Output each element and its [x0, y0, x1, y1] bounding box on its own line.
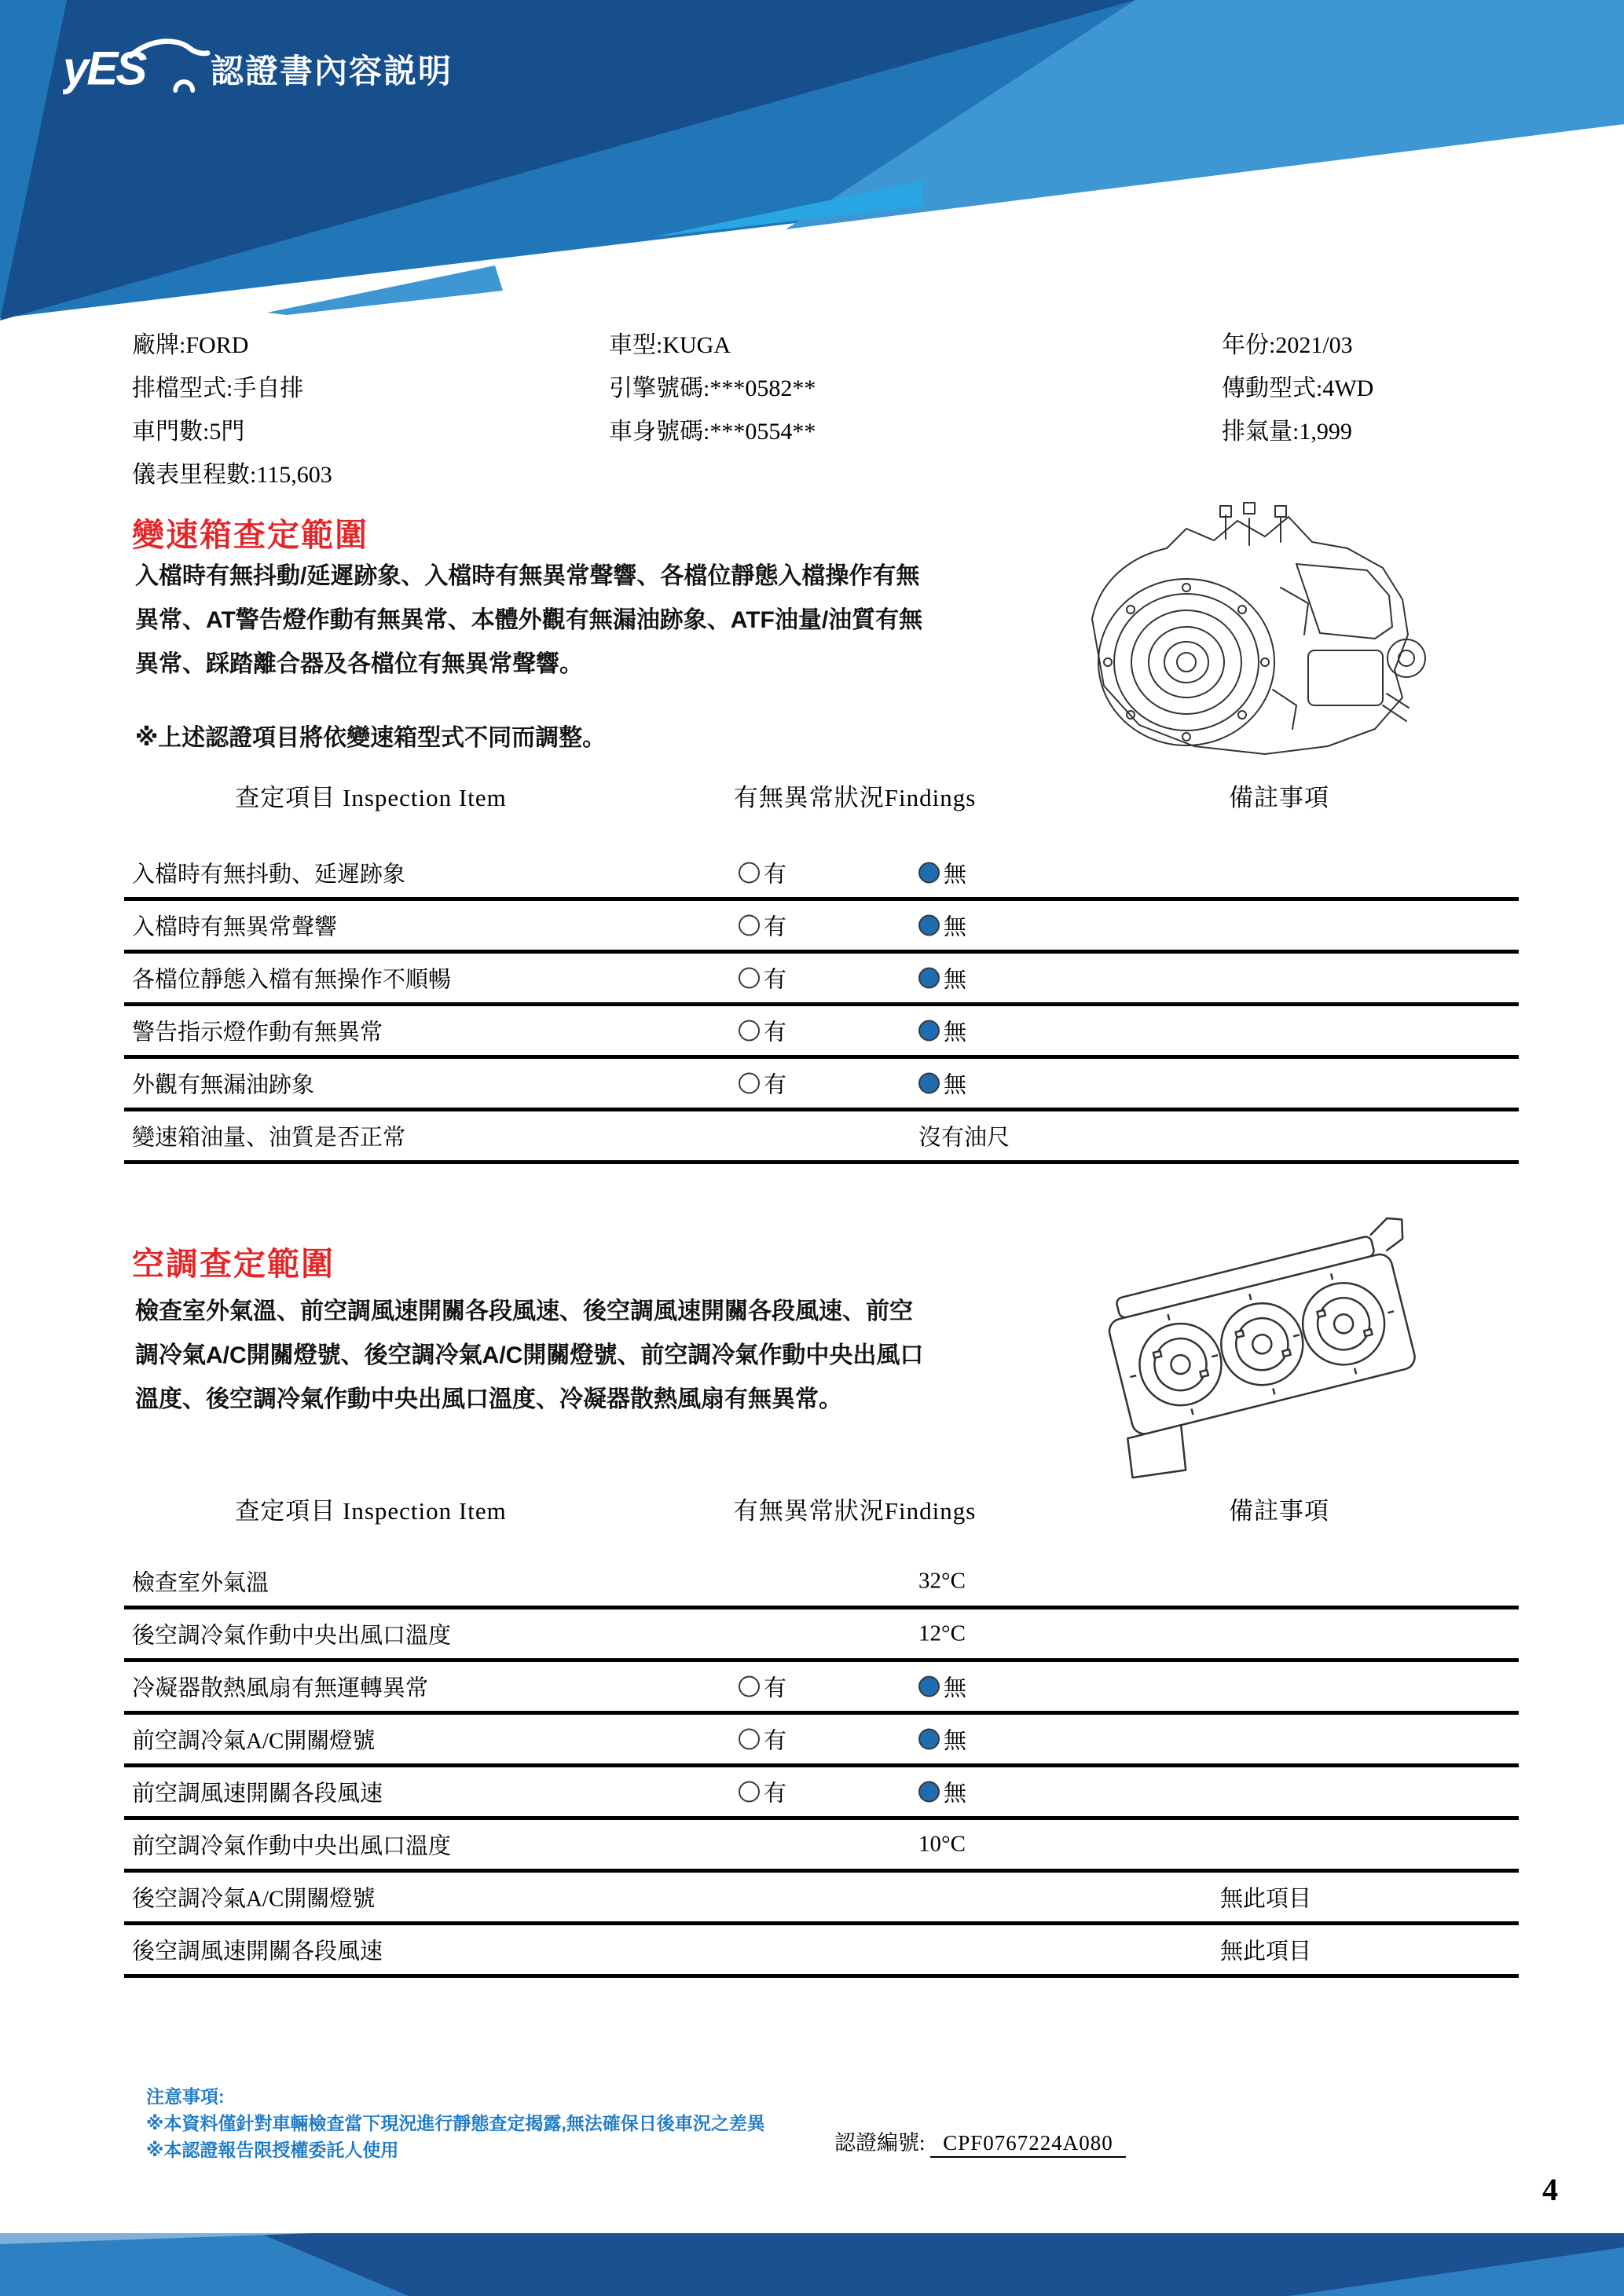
radio-no-label: 無: [944, 967, 967, 993]
column-header-item: 查定項目 Inspection Item: [235, 1497, 507, 1525]
radio-no-label: 無: [944, 1072, 967, 1098]
vehicle-gearbox-field: 排檔型式:手自排: [132, 375, 304, 401]
transmission-table: [124, 848, 1519, 1164]
finding-option-yes[interactable]: [739, 857, 786, 889]
radio-no-label: 無: [944, 1020, 967, 1045]
vehicle-drive-type-field: 傳動型式:4WD: [1222, 375, 1374, 401]
remark-value: 無此項目: [1220, 1939, 1312, 1965]
finding-option-no[interactable]: [918, 910, 966, 942]
finding-option-no[interactable]: [918, 1776, 966, 1808]
logo-text: yES: [63, 42, 145, 95]
vehicle-displacement-field: 排氣量:1,999: [1222, 418, 1352, 445]
finding-value: 沒有油尺: [918, 1125, 1010, 1151]
radio-yes[interactable]: [739, 1782, 760, 1803]
ac-table-header: [124, 1491, 1519, 1529]
radio-no-label: 無: [944, 1728, 967, 1754]
vehicle-info-row: [132, 364, 1515, 407]
radio-no[interactable]: [918, 1073, 940, 1094]
radio-no[interactable]: [918, 862, 940, 884]
transmission-adjust-note: ※上述認證項目將依變速箱型式不同而調整。: [135, 725, 607, 751]
page-number: 4: [1542, 2172, 1558, 2207]
vehicle-info: [132, 320, 1515, 493]
inspection-item-label: 檢查室外氣溫: [132, 1570, 269, 1596]
transmission-table-header: [124, 778, 1519, 815]
inspection-item-label: 變速箱油量、油質是否正常: [132, 1125, 406, 1151]
radio-yes-label: 有: [764, 1020, 787, 1045]
table-row: [124, 1059, 1519, 1111]
certificate-number-value: CPF0767224A080: [930, 2131, 1126, 2158]
finding-option-no[interactable]: [918, 1067, 966, 1100]
table-row: [124, 1715, 1519, 1767]
table-row: [124, 1662, 1519, 1715]
table-row: [124, 1111, 1519, 1164]
column-header-remark: 備註事項: [1229, 1497, 1329, 1525]
radio-no[interactable]: [918, 968, 940, 989]
finding-option-no[interactable]: [918, 1671, 966, 1703]
notice-title: 注意事項:: [146, 2086, 225, 2107]
radio-no[interactable]: [918, 1729, 940, 1750]
table-row: [124, 1873, 1519, 1925]
radio-yes[interactable]: [739, 1729, 760, 1750]
inspection-item-label: 後空調風速開關各段風速: [132, 1939, 383, 1965]
radio-yes-label: 有: [764, 914, 787, 940]
notice-block: [146, 2083, 765, 2163]
table-row: [124, 954, 1519, 1006]
vehicle-brand-field: 廠牌:FORD: [132, 331, 249, 358]
finding-option-yes[interactable]: [739, 962, 786, 994]
radio-no[interactable]: [918, 1020, 940, 1042]
finding-option-yes[interactable]: [739, 910, 786, 942]
radio-yes[interactable]: [739, 1073, 760, 1094]
table-row: [124, 1557, 1519, 1609]
car-wheel-icon: [175, 82, 192, 90]
transmission-section-title: 變速箱查定範圍: [132, 517, 368, 553]
radio-yes-label: 有: [764, 1675, 787, 1701]
inspection-item-label: 外觀有無漏油跡象: [132, 1072, 315, 1098]
vehicle-model-field: 車型:KUGA: [609, 331, 731, 358]
radio-no-label: 無: [944, 914, 967, 940]
ac-section-description: 檢查室外氣溫、前空調風速開關各段風速、後空調風速開關各段風速、前空調冷氣A/C開關燈號、後空調冷氣A/C開關燈號、前空調冷氣作動中央出風口溫度、後空調冷氣作動中央出風口溫度、冷凝器散熱風扇有無異常。: [135, 1298, 924, 1412]
table-row: [124, 1767, 1519, 1820]
inspection-item-label: 後空調冷氣作動中央出風口溫度: [132, 1623, 452, 1649]
page-header: [0, 0, 1624, 330]
inspection-item-label: 警告指示燈作動有無異常: [132, 1020, 383, 1045]
vehicle-body-no-field: 車身號碼:***0554**: [609, 418, 816, 445]
certificate-number-label: 認證編號:: [834, 2131, 926, 2155]
finding-option-yes[interactable]: [739, 1776, 786, 1808]
radio-yes[interactable]: [739, 915, 760, 936]
transmission-section-description: 入檔時有無抖動/延遲跡象、入檔時有無異常聲響、各檔位靜態入檔操作有無異常、AT警告燈作動有無異常、本體外觀有無漏油跡象、ATF油量/油質有無異常、踩踏離合器及各檔位有無異常聲響。: [135, 563, 923, 677]
ac-section-title: 空調查定範圍: [132, 1246, 335, 1282]
radio-yes[interactable]: [739, 968, 760, 989]
table-row: [124, 1609, 1519, 1662]
vehicle-engine-no-field: 引擎號碼:***0582**: [609, 375, 816, 401]
finding-option-yes[interactable]: [739, 1671, 786, 1703]
radio-no[interactable]: [918, 915, 940, 936]
yes-logo: [63, 30, 212, 102]
radio-no[interactable]: [918, 1782, 940, 1803]
inspection-item-label: 前空調風速開關各段風速: [132, 1781, 383, 1807]
vehicle-doors-field: 車門數:5門: [132, 418, 245, 445]
remark-value: 無此項目: [1220, 1886, 1312, 1912]
finding-option-no[interactable]: [918, 1015, 966, 1047]
finding-option-yes[interactable]: [739, 1723, 786, 1756]
radio-yes-label: 有: [764, 1781, 787, 1807]
vehicle-mileage-field: 儀表里程數:115,603: [132, 461, 332, 488]
ac-panel-illustration: [1087, 1216, 1440, 1483]
radio-no-label: 無: [944, 1675, 967, 1701]
radio-yes[interactable]: [739, 1676, 760, 1697]
ac-table: [124, 1557, 1519, 1978]
vehicle-info-row: [132, 407, 1515, 450]
table-row: [124, 901, 1519, 954]
radio-no-label: 無: [944, 1781, 967, 1807]
finding-option-no[interactable]: [918, 962, 966, 994]
column-header-findings: 有無異常狀況Findings: [733, 784, 977, 811]
column-header-item: 查定項目 Inspection Item: [235, 784, 507, 811]
radio-yes[interactable]: [739, 1020, 760, 1042]
table-row: [124, 1925, 1519, 1978]
radio-no-label: 無: [944, 862, 967, 888]
column-header-remark: 備註事項: [1229, 784, 1329, 811]
inspection-item-label: 後空調冷氣A/C開關燈號: [132, 1886, 376, 1912]
finding-value: 10°C: [918, 1831, 966, 1857]
finding-option-yes[interactable]: [739, 1015, 786, 1047]
inspection-item-label: 前空調冷氣A/C開關燈號: [132, 1728, 376, 1754]
inspection-item-label: 前空調冷氣作動中央出風口溫度: [132, 1833, 452, 1859]
transmission-illustration: [1037, 493, 1446, 764]
radio-yes-label: 有: [764, 967, 787, 993]
vehicle-year-field: 年份:2021/03: [1222, 331, 1353, 358]
radio-yes-label: 有: [764, 862, 787, 888]
page-title: 認證書內容説明: [211, 53, 453, 90]
table-row: [124, 1006, 1519, 1059]
column-header-findings: 有無異常狀況Findings: [733, 1497, 977, 1525]
vehicle-info-row: [132, 450, 1515, 493]
table-row: [124, 1820, 1519, 1873]
notice-line: ※本認證報告限授權委託人使用: [146, 2140, 399, 2160]
vehicle-info-row: [132, 320, 1515, 364]
notice-line: ※本資料僅針對車輛檢查當下現況進行靜態查定揭露,無法確保日後車況之差異: [146, 2113, 765, 2133]
certificate-number-field: [834, 2126, 1126, 2156]
finding-value: 32°C: [918, 1568, 966, 1594]
inspection-item-label: 各檔位靜態入檔有無操作不順暢: [132, 967, 452, 993]
radio-no[interactable]: [918, 1676, 940, 1697]
radio-yes-label: 有: [764, 1728, 787, 1754]
radio-yes-label: 有: [764, 1072, 787, 1098]
footer-band-graphic: [0, 2227, 1624, 2296]
inspection-item-label: 冷凝器散熱風扇有無運轉異常: [132, 1675, 429, 1701]
inspection-item-label: 入檔時有無抖動、延遲跡象: [132, 862, 406, 888]
table-row: [124, 848, 1519, 901]
finding-option-no[interactable]: [918, 857, 966, 889]
finding-option-yes[interactable]: [739, 1067, 786, 1100]
finding-option-no[interactable]: [918, 1723, 966, 1756]
radio-yes[interactable]: [739, 862, 760, 884]
finding-value: 12°C: [918, 1620, 966, 1646]
inspection-item-label: 入檔時有無異常聲響: [132, 914, 338, 940]
